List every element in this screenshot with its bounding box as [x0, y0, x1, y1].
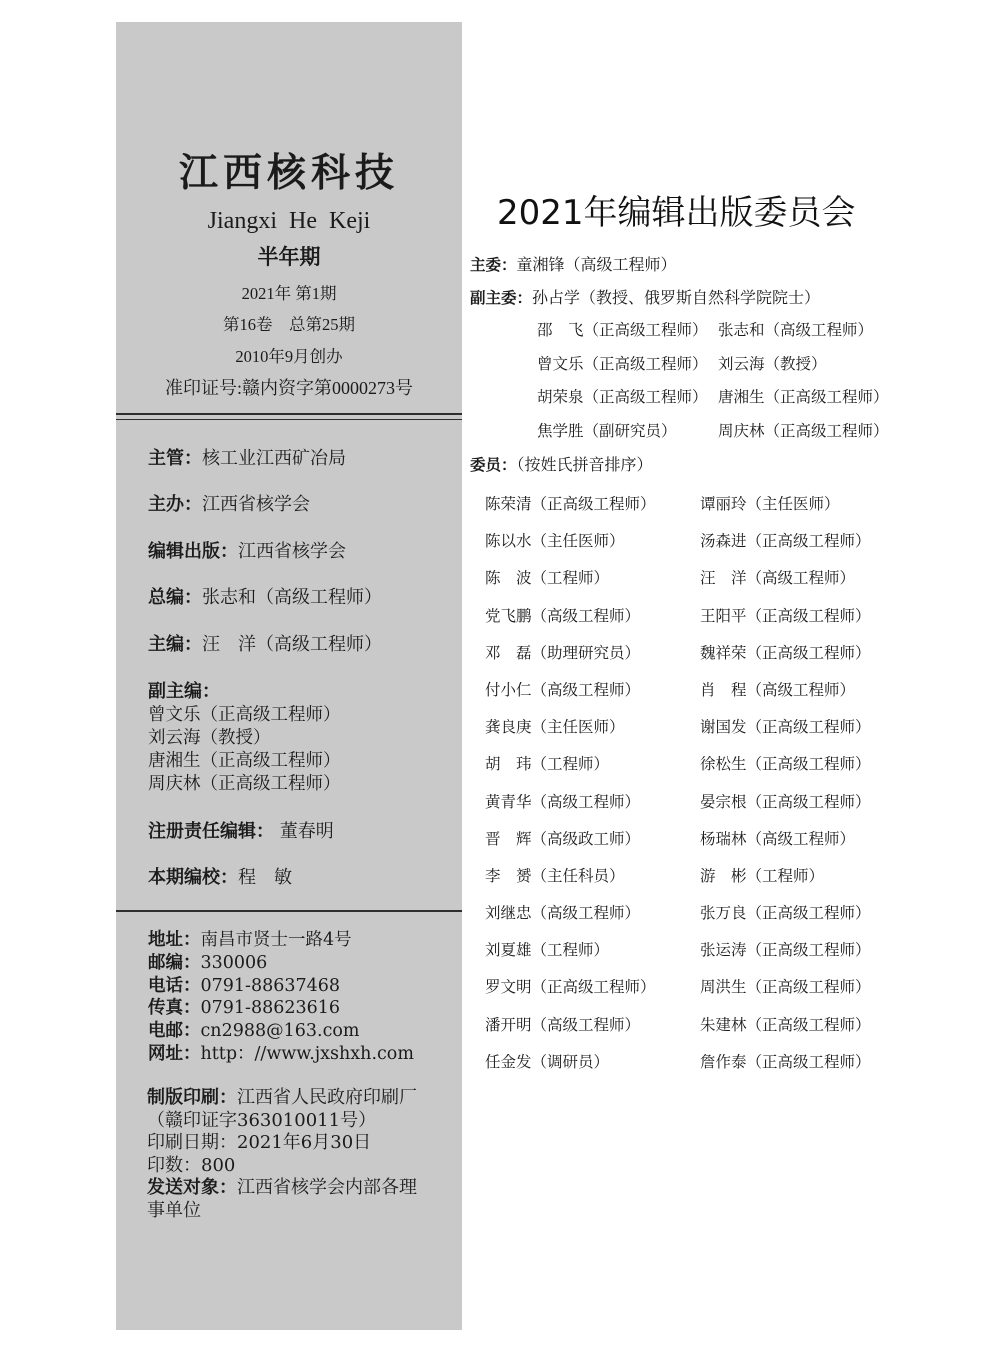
vice-chair-name: 刘云海（教授）	[718, 354, 827, 373]
vice-chair-name: 胡荣泉（正高级工程师）	[537, 388, 708, 407]
staff-value: 董春明	[274, 821, 334, 842]
member-name: 晋 辉（高级政工师）	[485, 829, 641, 848]
staff-value: 江西省核学会	[238, 541, 346, 562]
contact-value: 330006	[200, 952, 268, 973]
member-name: 詹作泰（正高级工程师）	[700, 1052, 871, 1071]
member-name: 谭丽玲（主任医师）	[700, 495, 840, 513]
vice-chair-name: 焦学胜（副研究员）	[537, 422, 677, 441]
committee-value: 孙占学（教授、俄罗斯自然科学院院士）	[532, 288, 821, 307]
member-name: 陈 波（工程师）	[485, 569, 610, 588]
member-row	[485, 523, 871, 560]
staff-label: 本期编校：	[148, 867, 238, 888]
deputy-editor: 唐湘生（正高级工程师）	[148, 751, 341, 771]
member-row	[485, 784, 871, 821]
committee-label: 副主委：	[470, 289, 533, 307]
divider-contact	[116, 910, 462, 912]
staff-value: 汪 洋（高级工程师）	[202, 634, 382, 655]
member-row	[485, 635, 871, 672]
deputy-editor: 刘云海（教授）	[148, 728, 271, 748]
member-row	[485, 895, 871, 932]
staff-value: 核工业江西矿冶局	[202, 448, 346, 469]
print-date: 印刷日期：2021年6月30日	[147, 1132, 372, 1154]
member-row	[485, 932, 871, 969]
print-run: 印数：800	[147, 1154, 236, 1176]
deputy-editors-list	[148, 704, 341, 796]
member-row	[485, 1044, 871, 1081]
vice-chair-row	[537, 381, 889, 415]
vice-chair-row	[537, 348, 889, 382]
member-name: 陈荣清（正高级工程师）	[485, 495, 656, 513]
printing-label: 发送对象：	[147, 1177, 237, 1199]
member-row	[485, 1007, 871, 1044]
journal-pinyin-title: Jiangxi He Keji	[207, 208, 371, 234]
committee-chair	[470, 257, 677, 274]
member-name: 晏宗根（正高级工程师）	[700, 792, 871, 811]
contact-value: 0791-88637468	[200, 975, 341, 996]
committee-vice-chair-first	[470, 290, 820, 307]
vice-chairs-list	[537, 314, 889, 449]
contact-label: 邮编：	[148, 952, 201, 973]
staff-registered-editor	[148, 823, 334, 841]
publication-frequency: 半年期	[257, 245, 321, 269]
staff-supervisor	[148, 450, 346, 468]
contact-label: 传真：	[148, 998, 201, 1019]
member-row	[485, 560, 871, 597]
contact-value: 0791-88623616	[200, 998, 341, 1019]
member-name: 李 赟（主任科员）	[485, 866, 625, 885]
member-row	[485, 969, 871, 1006]
issue-number: 2021年 第1期	[241, 284, 337, 303]
vice-chair-row	[537, 415, 889, 449]
member-name: 朱建林（正高级工程师）	[700, 1015, 871, 1034]
contact-value: 南昌市贤士一路4号	[200, 930, 352, 950]
member-name: 付小仁（高级工程师）	[485, 680, 641, 699]
member-row	[485, 672, 871, 709]
member-row	[485, 858, 871, 895]
staff-editor	[148, 636, 382, 654]
member-name: 张万良（正高级工程师）	[700, 904, 871, 923]
member-row	[485, 746, 871, 783]
member-name: 刘夏雄（工程师）	[485, 941, 610, 960]
contact-label: 电话：	[148, 975, 201, 996]
member-name: 谢国发（正高级工程师）	[700, 718, 871, 737]
contact-address	[148, 929, 414, 952]
member-name: 魏祥荣（正高级工程师）	[700, 643, 871, 662]
staff-label: 副主编：	[148, 681, 220, 702]
staff-label: 主办：	[148, 494, 202, 515]
contact-label: 电邮：	[148, 1021, 201, 1042]
member-row	[485, 486, 871, 523]
committee-title: 2021年编辑出版委员会	[497, 193, 856, 233]
vice-chair-row	[537, 314, 889, 348]
member-row	[485, 709, 871, 746]
member-name: 周洪生（正高级工程师）	[700, 978, 871, 997]
member-row	[485, 821, 871, 858]
vice-chair-name: 曾文乐（正高级工程师）	[537, 354, 708, 373]
staff-deputy-editors-heading	[148, 683, 220, 701]
member-name: 汪 洋（高级工程师）	[700, 569, 856, 588]
member-row	[485, 598, 871, 635]
member-name: 潘开明（高级工程师）	[485, 1015, 641, 1034]
printer	[147, 1087, 431, 1110]
member-name: 任金发（调研员）	[485, 1052, 610, 1071]
divider-thick	[116, 413, 462, 415]
volume-number: 第16卷 总第25期	[223, 315, 355, 334]
staff-chief-editor	[148, 589, 382, 607]
staff-publisher	[148, 543, 346, 561]
staff-label: 主编：	[148, 634, 202, 655]
member-name: 邓 磊（助理研究员）	[485, 643, 641, 662]
printing-value: 江西省人民政府印刷厂	[237, 1087, 417, 1108]
contact-phone	[148, 975, 414, 998]
member-name: 黄青华（高级工程师）	[485, 792, 641, 811]
journal-title: 江西核科技	[178, 150, 399, 196]
deputy-editor: 曾文乐（正高级工程师）	[148, 705, 341, 725]
divider-thin	[116, 419, 462, 420]
contact-value: cn2988@163.com	[200, 1021, 360, 1042]
print-permit-number: 准印证号:赣内资字第0000273号	[165, 378, 413, 398]
member-name: 徐松生（正高级工程师）	[700, 755, 871, 774]
vice-chair-name: 邵 飞（正高级工程师）	[537, 321, 708, 339]
member-name: 陈以水（主任医师）	[485, 532, 625, 551]
staff-sponsor	[148, 496, 310, 514]
committee-value: 童湘锋（高级工程师）	[516, 255, 677, 274]
contact-label: 网址：	[148, 1043, 201, 1064]
contact-website	[148, 1043, 414, 1066]
staff-value: 张志和（高级工程师）	[202, 587, 382, 608]
member-name: 汤森进（正高级工程师）	[700, 532, 871, 551]
member-name: 龚良庚（主任医师）	[485, 718, 625, 737]
staff-value: 江西省核学会	[202, 494, 310, 515]
contact-fax	[148, 997, 414, 1020]
contact-block	[148, 929, 414, 1066]
staff-label: 主管：	[148, 448, 202, 469]
member-name: 游 彬（工程师）	[700, 866, 825, 885]
distribution	[147, 1177, 431, 1222]
committee-members-list	[485, 486, 871, 1081]
printer-permit: （赣印证字363010011号）	[147, 1109, 377, 1131]
staff-label: 编辑出版：	[148, 541, 238, 562]
vice-chair-name: 张志和（高级工程师）	[718, 321, 874, 339]
staff-value: 程 敏	[238, 867, 292, 888]
printing-label: 制版印刷：	[147, 1087, 237, 1108]
member-name: 党飞鹏（高级工程师）	[485, 606, 641, 625]
contact-postcode	[148, 952, 414, 975]
member-name: 张运涛（正高级工程师）	[700, 941, 871, 960]
committee-label: 主委：	[470, 256, 517, 274]
member-name: 胡 玮（工程师）	[485, 755, 610, 774]
committee-label: 委员：	[470, 456, 517, 474]
contact-value: http：//www.jxshxh.com	[200, 1043, 414, 1064]
founded-date: 2010年9月创办	[235, 347, 343, 366]
contact-label: 地址：	[148, 930, 201, 950]
member-name: 刘继忠（高级工程师）	[485, 904, 641, 923]
contact-email	[148, 1020, 414, 1043]
committee-members-note: （按姓氏拼音排序）	[516, 455, 653, 474]
vice-chair-name: 唐湘生（正高级工程师）	[718, 388, 889, 407]
printing-value: 江西省核学会内部各理事单位	[147, 1177, 417, 1221]
committee-members-heading	[470, 457, 653, 474]
member-name: 杨瑞林（高级工程师）	[700, 829, 856, 848]
member-name: 罗文明（正高级工程师）	[485, 978, 656, 997]
staff-proofreader	[148, 869, 292, 887]
member-name: 肖 程（高级工程师）	[700, 680, 856, 699]
deputy-editor: 周庆林（正高级工程师）	[148, 774, 341, 794]
staff-label: 注册责任编辑：	[148, 821, 274, 842]
member-name: 王阳平（正高级工程师）	[700, 606, 871, 625]
staff-label: 总编：	[148, 587, 202, 608]
printing-block	[147, 1087, 431, 1223]
vice-chair-name: 周庆林（正高级工程师）	[718, 422, 889, 441]
